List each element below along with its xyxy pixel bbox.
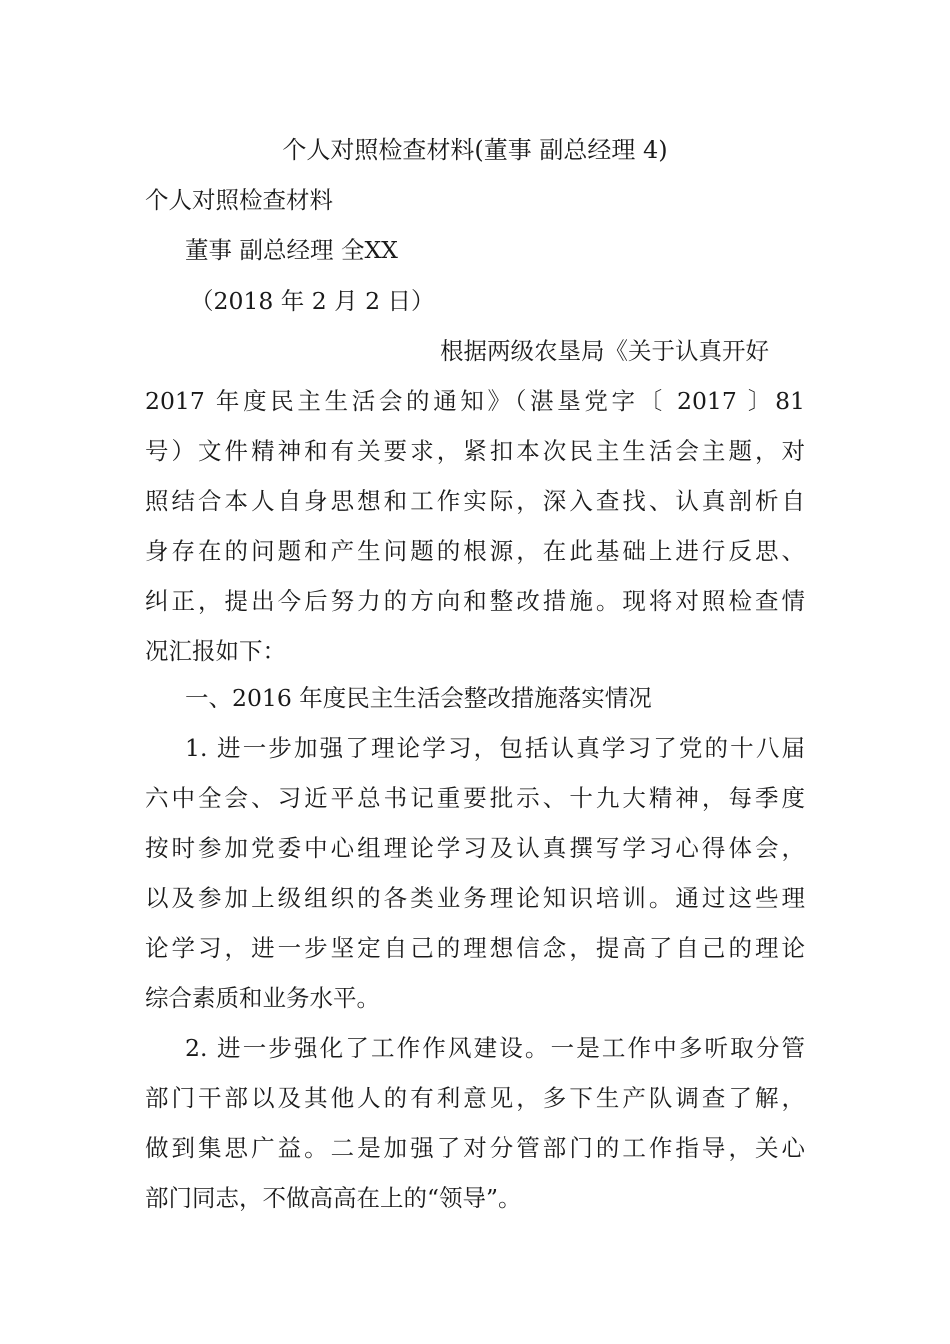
intro-line: 照结合本人自身思想和工作实际，深入查找、认真剖析自 <box>145 487 805 515</box>
intro-line: 根据两级农垦局《关于认真开好 <box>440 337 769 365</box>
intro-line: 号）文件精神和有关要求，紧扣本次民主生活会主题，对 <box>145 437 805 465</box>
item1-line: 论学习，进一步坚定自己的理想信念，提高了自己的理论 <box>145 934 805 962</box>
item2-line: 2. 进一步强化了工作作风建设。一是工作中多听取分管 <box>185 1034 806 1062</box>
item2-line: 做到集思广益。二是加强了对分管部门的工作指导，关心 <box>145 1134 805 1162</box>
item1-line: 综合素质和业务水平。 <box>145 984 380 1012</box>
item2-line: 部门同志，不做高高在上的“领导”。 <box>145 1184 522 1212</box>
intro-line: 纠正，提出今后努力的方向和整改措施。现将对照检查情 <box>145 587 805 615</box>
date-line: （2018 年 2 月 2 日） <box>190 287 435 315</box>
author-line: 董事 副总经理 全XX <box>185 236 398 264</box>
intro-line: 2017 年度民主生活会的通知》（湛垦党字〔 2017 〕81 <box>145 387 805 415</box>
item1-line: 六中全会、习近平总书记重要批示、十九大精神，每季度 <box>145 784 805 812</box>
item1-line: 1. 进一步加强了理论学习，包括认真学习了党的十八届 <box>185 734 806 762</box>
item1-line: 按时参加党委中心组理论学习及认真撰写学习心得体会， <box>145 834 805 862</box>
item2-line: 部门干部以及其他人的有利意见，多下生产队调查了解， <box>145 1084 805 1112</box>
document-title: 个人对照检查材料(董事 副总经理 4) <box>282 136 668 164</box>
item1-line: 以及参加上级组织的各类业务理论知识培训。通过这些理 <box>145 884 805 912</box>
section-heading: 一、2016 年度民主生活会整改措施落实情况 <box>185 684 652 712</box>
intro-line: 况汇报如下： <box>145 637 286 665</box>
intro-line: 身存在的问题和产生问题的根源，在此基础上进行反思、 <box>145 537 805 565</box>
document-subtitle: 个人对照检查材料 <box>145 186 333 214</box>
